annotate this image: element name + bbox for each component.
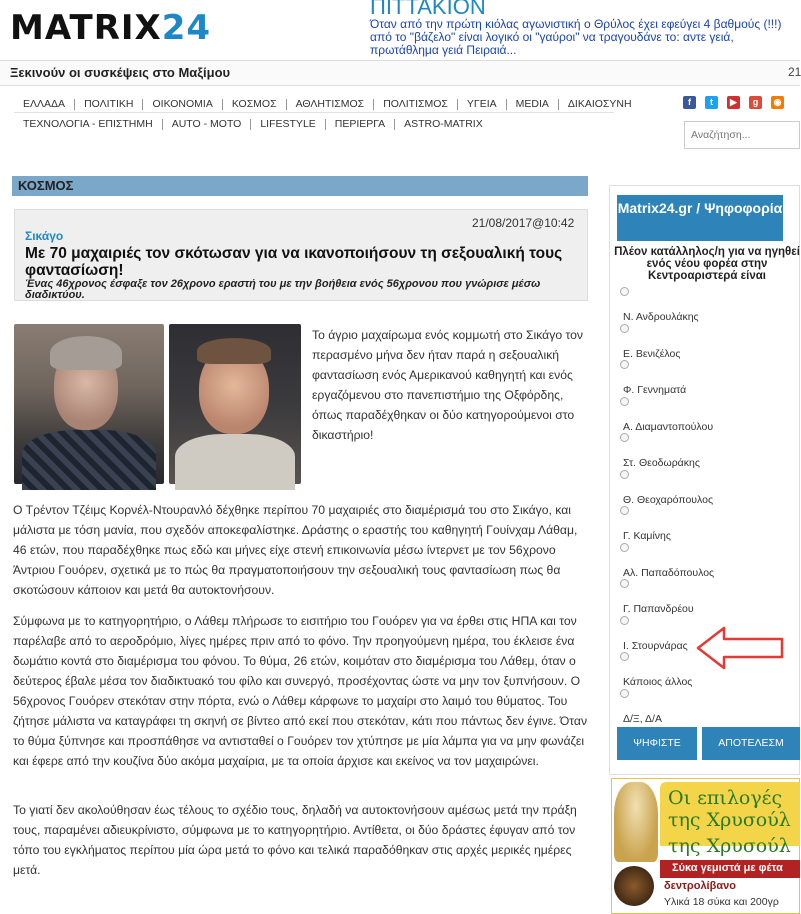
nav-item-row1-1[interactable]: ΠΟΛΙΤΙΚΗ xyxy=(75,99,143,110)
ad-recipe-ingredients: Υλικά 18 σύκα και 200γρ xyxy=(664,896,779,908)
photo-1-hair xyxy=(50,336,122,370)
nav-item-row2-4[interactable]: ASTRO-MATRIX xyxy=(404,118,483,130)
poll-option-radio[interactable] xyxy=(620,616,629,625)
nav-item-row1-7[interactable]: MEDIA xyxy=(507,99,559,110)
photo-2-shirt xyxy=(175,434,295,490)
article-category[interactable]: Σικάγο xyxy=(25,229,64,243)
rss-icon[interactable]: ◉ xyxy=(771,96,784,109)
ad-figure-illustration xyxy=(614,782,658,862)
results-button[interactable]: ΑΠΟΤΕΛΕΣΜ xyxy=(702,727,800,760)
news-ticker-headline[interactable]: Ξεκινούν οι συσκέψεις στο Μαξίμου xyxy=(10,65,231,80)
article-paragraph-1: Το άγριο μαχαίρωμα ενός κομμωτή στο Σικάγο τον περασμένο μήνα δεν ήταν παρά η σεξουαλική φαντασίωση ενός Αμερικανού καθηγητή και ενός εργαζόμενου στο πανεπιστήμιο της Οξφόρδης, όπως παραδέχθηκαν οι δύο κατηγορούμενοι στο δικαστήριο! xyxy=(312,328,583,442)
poll-option-radio[interactable] xyxy=(620,287,629,296)
logo-text-matrix: MATRIX xyxy=(10,8,162,48)
poll-option-label[interactable]: Ε. Βενιζέλος xyxy=(623,347,681,360)
article-paragraph-4: Το γιατί δεν ακολούθησαν έως τέλους το σχέδιο τους, δηλαδή να αυτοκτονήσουν αμέσως μετά την πράξη τους, παραμένει αδιευκρίνιστο, σύμφωνα με το κατηγορητήριο. Αντίθετα, οι δύο δράστες έφυγαν από τον τόπο του εγκλήματος περίπου μία ώρα μετά το φόνο και τελικά παραδόθηκαν στις αρχές μερικές ημέρες μετά. xyxy=(13,803,577,877)
poll-option-label[interactable]: Θ. Θεοχαρόπουλος xyxy=(623,493,714,506)
poll-header: Matrix24.gr / Ψηφοφορία xyxy=(617,195,783,241)
ad-food-image xyxy=(614,866,654,906)
pittakio-text[interactable]: Όταν από την πρώτη κιόλας αγωνιστική ο Θρύλος έχει εφεύγει 4 βαθμούς (!!!) από το "βάζελο" είναι λογικό οι "γαύροι" να τραγουδάνε το: αντε γειά, πρωτάθλημα γειά Πειραιά... xyxy=(370,17,782,57)
poll-option-radio[interactable] xyxy=(620,689,629,698)
site-logo[interactable] xyxy=(10,8,211,48)
poll-option-label[interactable]: Δ/Ξ, Δ/Α xyxy=(623,712,662,725)
nav-item-row2-1[interactable]: AUTO - MOTO xyxy=(163,119,252,130)
nav-item-row1-4[interactable]: ΑΘΛΗΤΙΣΜΟΣ xyxy=(287,99,375,110)
poll-option-radio[interactable] xyxy=(620,579,629,588)
main-nav-row-2 xyxy=(14,119,492,130)
poll-question: Πλέον κατάλληλος/η για να ηγηθεί ενός νέου φορέα στην Κεντροαριστερά είναι xyxy=(614,246,800,282)
poll-option-label[interactable]: Α. Διαμαντοπούλου xyxy=(623,420,714,433)
poll-option-radio[interactable] xyxy=(620,543,629,552)
nav-item-row1-5[interactable]: ΠΟΛΙΤΙΣΜΟΣ xyxy=(374,99,458,110)
ad-heading-3: της Χρυσούλ xyxy=(668,835,791,857)
poll-option-label[interactable]: Γ. Παπανδρέου xyxy=(623,603,694,615)
article-title: Με 70 μαχαιριές τον σκότωσαν για να ικανοποιήσουν τη σεξουαλική τους φαντασίωση! xyxy=(25,245,563,279)
article-paragraph-3: Σύμφωνα με το κατηγορητήριο, ο Λάθεμ πλήρωσε το εισιτήριο του Γουόρεν για να έρθει στις ΗΠΑ και τον παρέλαβε από το αεροδρόμιο, λίγες ημέρες πριν από το φόνο. Την προηγούμενη ημέρα, του έκλεισε ένα δωμάτιο κοντά στο διαμέρισμα του φόνου. Το θύμα, 26 ετών, κοιμόταν στο διαμέρισμα του Λάθεμ, όταν ο δεύτερος έβαλε μέσα τον διαδικτυακό του φίλο και συνεργό, προσέχοντας ώστε να μην τον ξυπνήσουν. Ο 56χρονος Γουόρεν στεκόταν στην πόρτα, ενώ ο Λάθεμ κάρφωνε το μαχαίρι στο λαιμό του θύματος. Του ζήτησε μάλιστα να καταγράφει τη σκηνή σε βίντεο από εκεί που στεκόταν, κάτι που πάντως δεν έγινε. Όταν το θύμα ξύπνησε και προσπάθησε να αντισταθεί ο Γουόρεν τον χτύπησε με μία λάμπα για να μην φωνάζει και έφερε από την κουζίνα δύο ακόμα μαχαίρια, με τα οποία άρχισε και εκείνος να τον μαχαιρώνει. xyxy=(13,614,588,768)
vote-button[interactable]: ΨΗΦΙΣΤΕ xyxy=(617,727,697,760)
ad-heading-2: της Χρυσούλ xyxy=(668,809,791,831)
poll-option-label[interactable]: Ι. Στουρνάρας xyxy=(623,639,688,652)
main-nav-row-1 xyxy=(14,99,641,110)
pittakio-title[interactable]: ΠΙΤΤΑΚΙΟΝ xyxy=(370,0,486,19)
google-plus-icon[interactable]: g xyxy=(749,96,762,109)
article-photo-suspect-1 xyxy=(14,324,164,484)
ad-recipe-line: δεντρολίβανο xyxy=(664,880,736,892)
article-photo-suspect-2 xyxy=(169,324,301,484)
article-date: 21/08/2017@10:42 xyxy=(472,216,575,230)
poll-option-label[interactable]: Κάποιος άλλος xyxy=(623,676,693,688)
nav-item-row1-2[interactable]: ΟΙΚΟΝΟΜΙΑ xyxy=(143,99,222,110)
poll-option-radio[interactable] xyxy=(620,470,629,479)
facebook-icon[interactable]: f xyxy=(683,96,696,109)
poll-option-radio[interactable] xyxy=(620,506,629,515)
nav-item-row2-3[interactable]: ΠΕΡΙΕΡΓΑ xyxy=(326,119,395,130)
poll-option-label[interactable]: Φ. Γεννηματά xyxy=(623,384,687,396)
ad-heading-1: Οι επιλογές xyxy=(668,787,783,809)
poll-option-radio[interactable] xyxy=(620,397,629,406)
nav-item-row1-3[interactable]: ΚΟΣΜΟΣ xyxy=(223,99,287,110)
section-bar xyxy=(12,176,588,196)
photo-1-shirt xyxy=(22,430,156,490)
photo-2-hair xyxy=(197,338,271,364)
nav-item-row1-0[interactable]: ΕΛΛΑΔΑ xyxy=(14,99,75,110)
article-paragraph-2: Ο Τρέντον Τζέιμς Κορνέλ-Ντουρανλό δέχθηκε περίπου 70 μαχαιριές στο διαμέρισμά του στο Σικάγο, και μάλιστα με τόση μανία, που σχεδόν αποκεφαλίστηκε. Δράστης ο εραστής του καθηγητή Γουίνχαμ Λάθαμ, 46 ετών, που παραδέχθηκε πως εδώ και μήνες είχε στενή επικοινωνία μέσω ίντερνετ με τον 56χρονο Άντριου Γουόρεν, σχετικά με το πώς θα πραγματοποιήσουν την σεξουαλική τους φαντασίωση πως θα σκοτώσουν κάποιον και μετά θα αυτοκτονήσουν. xyxy=(13,503,578,597)
section-title: ΚΟΣΜΟΣ xyxy=(18,178,74,193)
poll-option-label[interactable]: Γ. Καμίνης xyxy=(623,530,671,542)
ad-recipe-title: Σύκα γεμιστά με φέτα xyxy=(672,862,783,874)
poll-option-label[interactable]: Ν. Ανδρουλάκης xyxy=(623,311,699,323)
nav-divider xyxy=(14,112,614,113)
news-ticker-counter: 21 xyxy=(788,65,801,79)
poll-option-radio[interactable] xyxy=(620,324,629,333)
nav-item-row2-0[interactable]: ΤΕΧΝΟΛΟΓΙΑ - ΕΠΙΣΤΗΜΗ xyxy=(14,119,163,130)
logo-text-24: 24 xyxy=(161,8,212,48)
youtube-icon[interactable]: ▶ xyxy=(727,96,740,109)
poll-option-radio[interactable] xyxy=(620,360,629,369)
nav-item-row1-8[interactable]: ΔΙΚΑΙΟΣΥΝΗ xyxy=(567,98,632,110)
search-input[interactable] xyxy=(684,121,800,149)
poll-option-label[interactable]: Στ. Θεοδωράκης xyxy=(623,457,700,469)
nav-item-row2-2[interactable]: LIFESTYLE xyxy=(251,119,325,130)
poll-option-radio[interactable] xyxy=(620,652,629,661)
poll-option-label[interactable]: Αλ. Παπαδόπουλος xyxy=(623,566,715,579)
article-subtitle: Ένας 46χρονος έσφαξε τον 26χρονο εραστή του με την βοήθεια ενός 56χρονου που γνώρισε μέσω διαδικτύου. xyxy=(25,278,541,301)
red-arrow-icon xyxy=(694,624,786,672)
poll-option-radio[interactable] xyxy=(620,433,629,442)
social-links xyxy=(683,96,784,109)
twitter-icon[interactable]: t xyxy=(705,96,718,109)
nav-item-row1-6[interactable]: ΥΓΕΙΑ xyxy=(458,99,507,110)
